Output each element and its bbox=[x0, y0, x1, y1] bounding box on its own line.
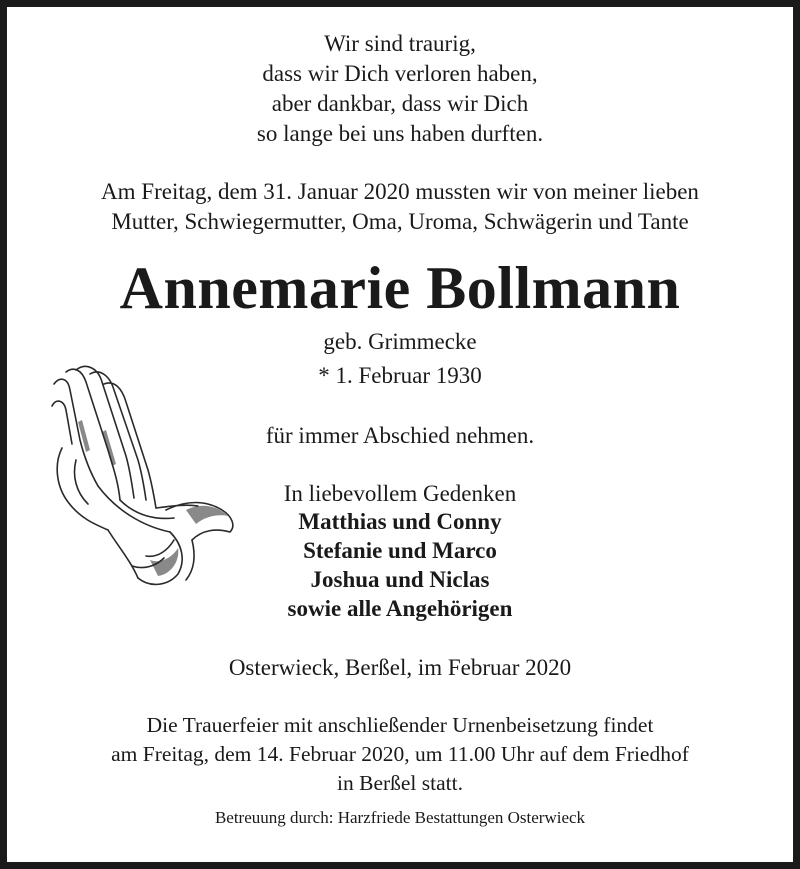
funeral-line-3: in Berßel statt. bbox=[337, 771, 463, 795]
birth-date: * 1. Februar 1930 bbox=[318, 363, 482, 388]
poem-line-1: Wir sind traurig, bbox=[324, 31, 476, 56]
place-date: Osterwieck, Berßel, im Februar 2020 bbox=[228, 655, 572, 680]
funeral-line-2: am Freitag, dem 14. Februar 2020, um 11.00 Uhr auf dem Friedhof bbox=[111, 742, 689, 766]
mourner-name: Joshua und Niclas bbox=[310, 567, 490, 592]
mourner-name: Matthias und Conny bbox=[298, 509, 502, 534]
poem-line-3: aber dankbar, dass wir Dich bbox=[271, 91, 529, 116]
intro-line-1: Am Freitag, dem 31. Januar 2020 mussten wir von meiner lieben bbox=[101, 179, 699, 204]
poem-line-2: dass wir Dich verloren haben, bbox=[262, 61, 538, 86]
intro-line-2: Mutter, Schwiegermutter, Oma, Uroma, Schwägerin und Tante bbox=[111, 209, 689, 234]
poem-line-4: so lange bei uns haben durften. bbox=[256, 121, 544, 146]
funeral-line-1: Die Trauerfeier mit anschließender Urnenbeisetzung findet bbox=[146, 713, 654, 737]
mourner-name: Stefanie und Marco bbox=[303, 538, 497, 563]
farewell-text: für immer Abschied nehmen. bbox=[265, 423, 535, 448]
deceased-name: Annemarie Bollmann bbox=[119, 255, 681, 321]
undertaker-credit: Betreuung durch: Harzfriede Bestattungen Osterwieck bbox=[214, 808, 586, 827]
mourners-intro: In liebevollem Gedenken bbox=[283, 481, 517, 506]
maiden-name: geb. Grimmecke bbox=[323, 329, 477, 354]
mourner-name: sowie alle Angehörigen bbox=[287, 596, 513, 621]
